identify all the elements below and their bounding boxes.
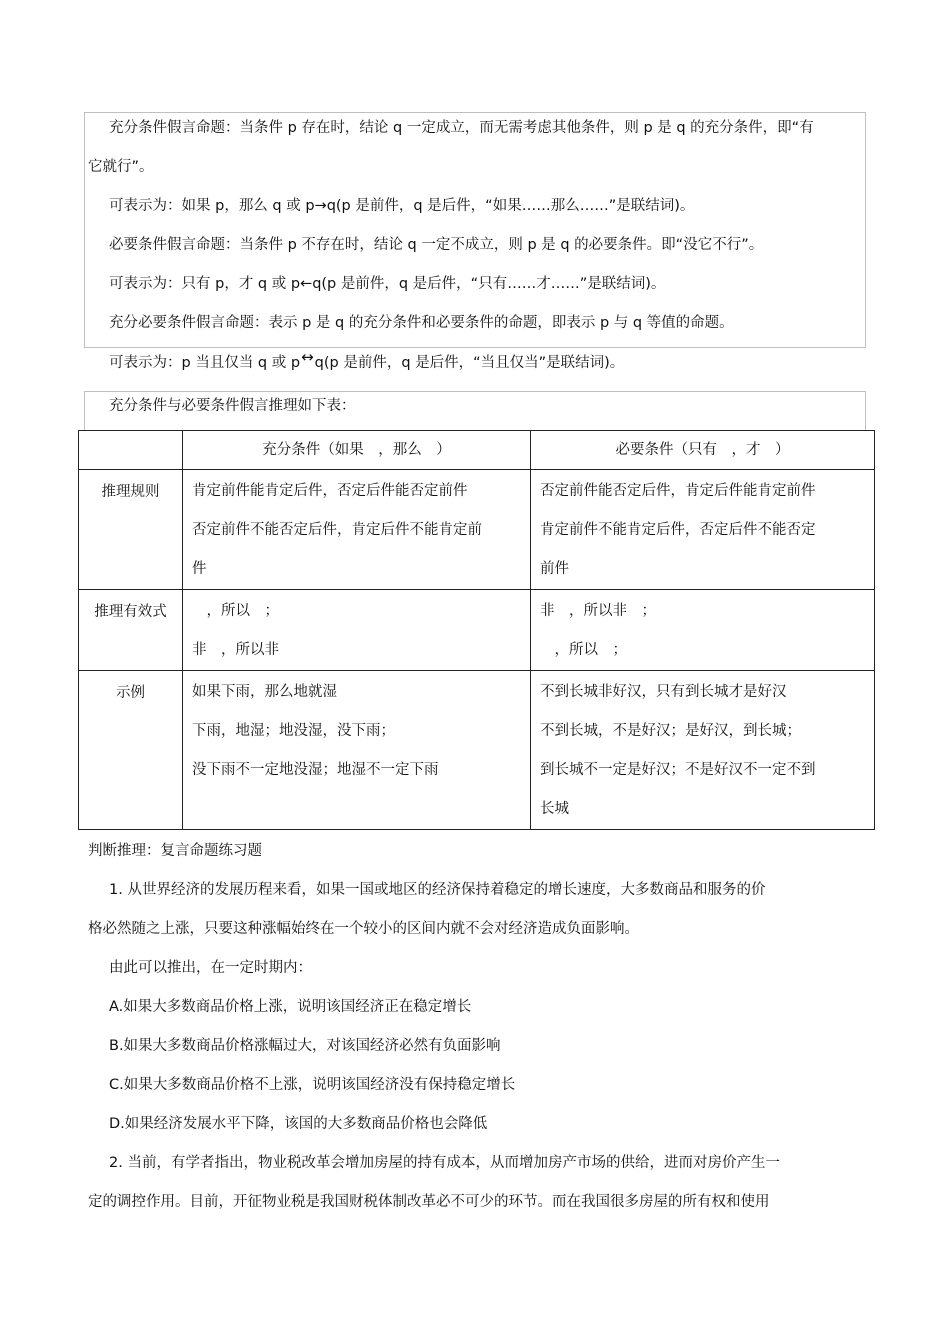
cell-line: 到长城不一定是好汉；不是好汉不一定不到 xyxy=(540,762,816,778)
intro-line-2: 它就行”。 xyxy=(88,159,154,175)
cell-examples-necessary xyxy=(531,671,875,830)
q1-option-d: D.如果经济发展水平下降，该国的大多数商品价格也会降低 xyxy=(109,1116,488,1132)
cell-line: 前件 xyxy=(540,561,569,577)
table-header-row xyxy=(79,431,875,470)
table-header-sufficient: 充分条件（如果 ，那么 ） xyxy=(183,431,531,470)
cell-line: 没下雨不一定地没湿；地湿不一定下雨 xyxy=(192,762,439,778)
intro-line-3: 可表示为：如果 p，那么 q 或 p→q(p 是前件，q 是后件，“如果……那么……”是联结词)。 xyxy=(109,198,695,214)
row-label-rules: 推理规则 xyxy=(79,470,183,590)
cell-line: ，所以 ； xyxy=(540,642,627,658)
q1-option-b: B.如果大多数商品价格涨幅过大，对该国经济必然有负面影响 xyxy=(109,1038,501,1054)
cell-line: 非 ，所以非 ； xyxy=(540,603,656,619)
cell-line: 下雨，地湿；地没湿，没下雨； xyxy=(192,723,395,739)
exercise-heading: 判断推理：复言命题练习题 xyxy=(88,843,262,859)
cell-line: 如果下雨，那么地就湿 xyxy=(192,684,337,700)
cell-examples-sufficient xyxy=(183,671,531,830)
intro-line-1: 充分条件假言命题：当条件 p 存在时，结论 q 一定成立，而无需考虑其他条件，则 p 是 q 的充分条件，即“有 xyxy=(109,120,814,136)
iff-arrow-icon: ↔ xyxy=(301,348,314,366)
q1-prompt: 由此可以推出，在一定时期内： xyxy=(109,960,312,976)
cell-line: 肯定前件能肯定后件，否定后件能否定前件 xyxy=(192,483,468,499)
cell-line: 肯定前件不能肯定后件，否定后件不能否定 xyxy=(540,522,816,538)
q1-option-c: C.如果大多数商品价格不上涨，说明该国经济没有保持稳定增长 xyxy=(109,1077,516,1093)
cell-line: 件 xyxy=(192,561,207,577)
iff-after-text: q(p 是前件，q 是后件，“当且仅当”是联结词)。 xyxy=(314,355,625,371)
table-header-necessary: 必要条件（只有 ，才 ） xyxy=(531,431,875,470)
cell-forms-necessary xyxy=(531,590,875,671)
cell-line: 长城 xyxy=(540,801,569,817)
inference-table xyxy=(78,430,875,830)
cell-line: 不到长城，不是好汉；是好汉，到长城； xyxy=(540,723,801,739)
cell-rules-necessary xyxy=(531,470,875,590)
cell-forms-sufficient xyxy=(183,590,531,671)
table-row xyxy=(79,671,875,830)
q2-line-2: 定的调控作用。目前，开征物业税是我国财税体制改革必不可少的环节。而在我国很多房屋的所有权和使用 xyxy=(88,1194,770,1210)
q1-line-1: 1. 从世界经济的发展历程来看，如果一国或地区的经济保持着稳定的增长速度，大多数商品和服务的价 xyxy=(109,882,766,898)
iff-before-text: 可表示为：p 当且仅当 q 或 p xyxy=(109,355,301,371)
row-label-valid-forms: 推理有效式 xyxy=(79,590,183,671)
table-intro: 充分条件与必要条件假言推理如下表： xyxy=(109,398,356,414)
table-header-empty xyxy=(79,431,183,470)
q1-option-a: A.如果大多数商品价格上涨，说明该国经济正在稳定增长 xyxy=(109,999,472,1015)
intro-line-4: 必要条件假言命题：当条件 p 不存在时，结论 q 一定不成立，则 p 是 q 的必要条件。即“没它不行”。 xyxy=(109,237,764,253)
row-label-examples: 示例 xyxy=(79,671,183,830)
cell-rules-sufficient xyxy=(183,470,531,590)
q2-line-1: 2. 当前，有学者指出，物业税改革会增加房屋的持有成本，从而增加房产市场的供给，进而对房价产生一 xyxy=(109,1155,780,1171)
cell-line: 否定前件能否定后件，肯定后件能肯定前件 xyxy=(540,483,816,499)
cell-line: ，所以 ； xyxy=(192,603,279,619)
intro-line-5: 可表示为：只有 p，才 q 或 p←q(p 是前件，q 是后件，“只有……才……”是联结词)。 xyxy=(109,276,666,292)
q1-line-2: 格必然随之上涨，只要这种涨幅始终在一个较小的区间内就不会对经济造成负面影响。 xyxy=(88,921,639,937)
cell-line: 不到长城非好汉，只有到长城才是好汉 xyxy=(540,684,787,700)
intro-line-6: 充分必要条件假言命题：表示 p 是 q 的充分条件和必要条件的命题，即表示 p 与 q 等值的命题。 xyxy=(109,315,734,331)
table-row xyxy=(79,470,875,590)
cell-line: 否定前件不能否定后件，肯定后件不能肯定前 xyxy=(192,522,482,538)
table-row xyxy=(79,590,875,671)
cell-line: 非 ，所以非 xyxy=(192,642,279,658)
intro-line-iff xyxy=(109,348,625,373)
